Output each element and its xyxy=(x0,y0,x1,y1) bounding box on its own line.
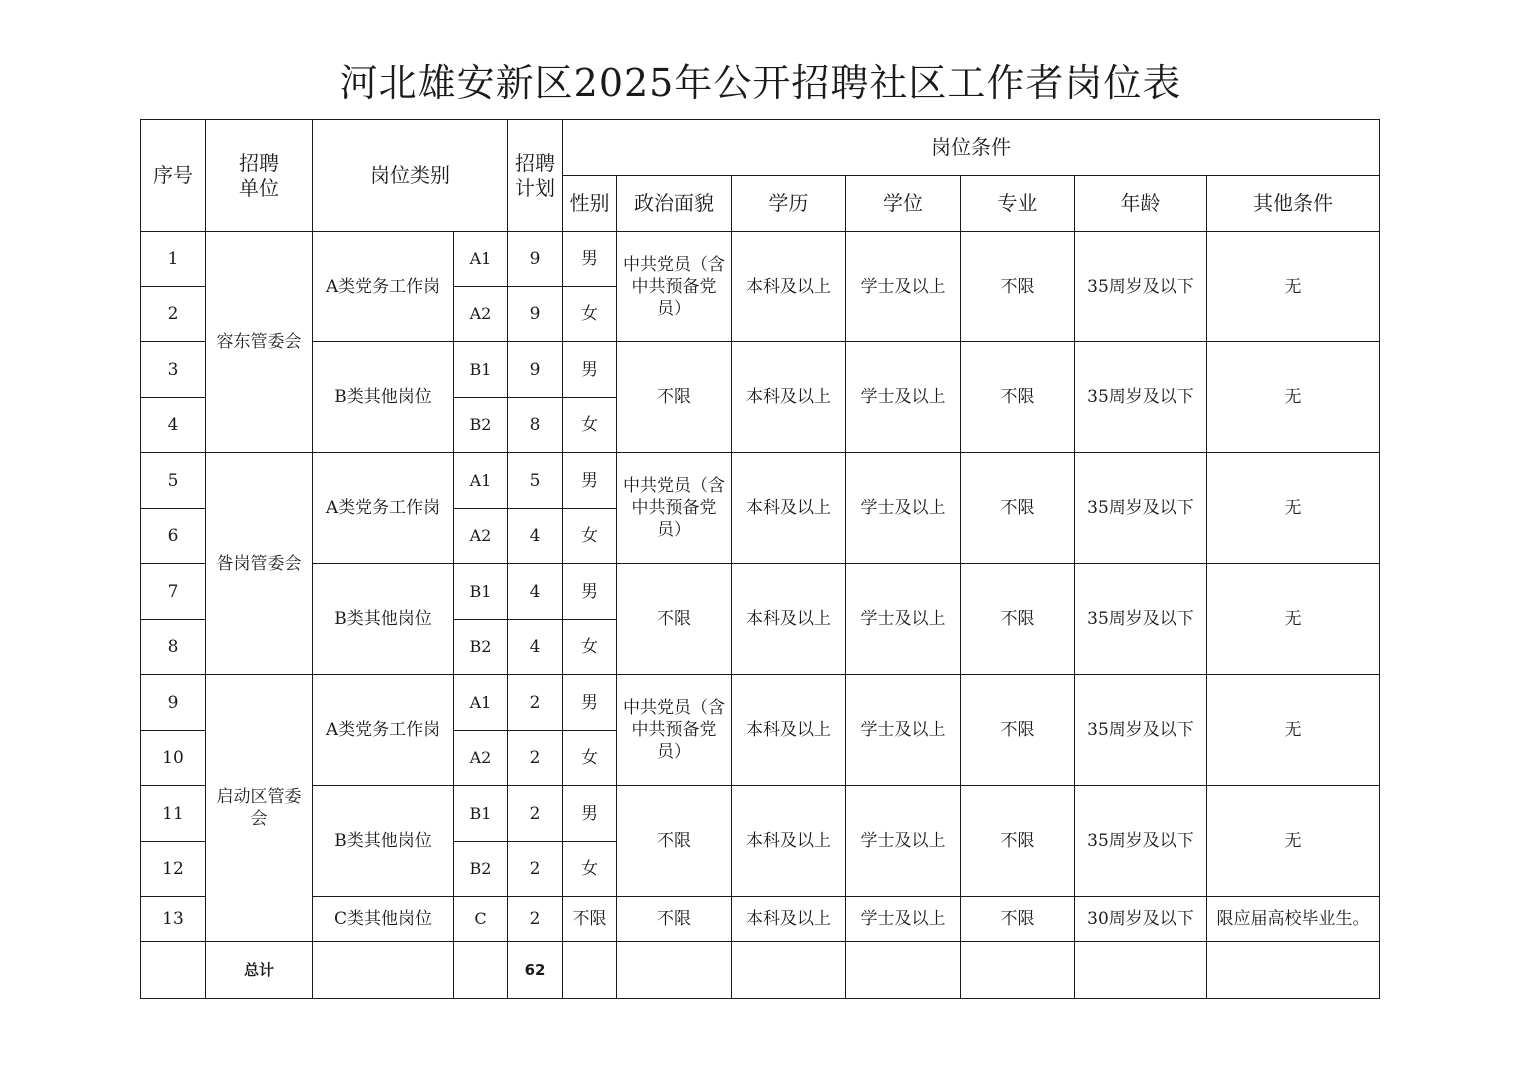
header-political: 政治面貌 xyxy=(617,176,732,232)
code-cell: A2 xyxy=(454,731,508,786)
gender-cell: 男 xyxy=(563,786,617,842)
seq-cell: 3 xyxy=(141,342,206,398)
political-cell: 中共党员（含中共预备党员） xyxy=(617,232,732,342)
seq-cell: 4 xyxy=(141,398,206,453)
total-empty-cell xyxy=(563,942,617,999)
major-cell: 不限 xyxy=(961,232,1075,342)
gender-cell: 男 xyxy=(563,675,617,731)
age-cell: 35周岁及以下 xyxy=(1075,675,1207,786)
unit-cell: 启动区管委会 xyxy=(206,675,313,942)
seq-cell: 5 xyxy=(141,453,206,509)
table-row xyxy=(141,675,1380,731)
header-major: 专业 xyxy=(961,176,1075,232)
gender-cell: 男 xyxy=(563,564,617,620)
gender-cell: 男 xyxy=(563,342,617,398)
table-row xyxy=(141,342,1380,398)
education-cell: 本科及以上 xyxy=(732,564,846,675)
gender-cell: 男 xyxy=(563,453,617,509)
other-cell: 无 xyxy=(1207,453,1380,564)
gender-cell: 女 xyxy=(563,731,617,786)
age-cell: 35周岁及以下 xyxy=(1075,564,1207,675)
header-category: 岗位类别 xyxy=(313,120,508,232)
plan-cell: 2 xyxy=(508,675,563,731)
plan-cell: 8 xyxy=(508,398,563,453)
degree-cell: 学士及以上 xyxy=(846,564,961,675)
category-cell: C类其他岗位 xyxy=(313,897,454,942)
degree-cell: 学士及以上 xyxy=(846,786,961,897)
education-cell: 本科及以上 xyxy=(732,232,846,342)
code-cell: C xyxy=(454,897,508,942)
code-cell: B1 xyxy=(454,786,508,842)
total-empty-cell xyxy=(313,942,454,999)
table-row xyxy=(141,786,1380,842)
header-seq: 序号 xyxy=(141,120,206,232)
seq-cell: 1 xyxy=(141,232,206,287)
total-empty-cell xyxy=(617,942,732,999)
code-cell: A2 xyxy=(454,287,508,342)
gender-cell: 女 xyxy=(563,398,617,453)
degree-cell: 学士及以上 xyxy=(846,453,961,564)
education-cell: 本科及以上 xyxy=(732,675,846,786)
table-row xyxy=(141,564,1380,620)
header-unit: 招聘 单位 xyxy=(206,120,313,232)
header-conditions: 岗位条件 xyxy=(563,120,1380,176)
seq-cell: 7 xyxy=(141,564,206,620)
table-row xyxy=(141,232,1380,287)
category-cell: B类其他岗位 xyxy=(313,564,454,675)
category-cell: A类党务工作岗 xyxy=(313,232,454,342)
education-cell: 本科及以上 xyxy=(732,786,846,897)
total-plan: 62 xyxy=(508,942,563,999)
other-cell: 限应届高校毕业生。 xyxy=(1207,897,1380,942)
degree-cell: 学士及以上 xyxy=(846,342,961,453)
header-age: 年龄 xyxy=(1075,176,1207,232)
plan-cell: 5 xyxy=(508,453,563,509)
total-empty-cell xyxy=(732,942,846,999)
degree-cell: 学士及以上 xyxy=(846,897,961,942)
other-cell: 无 xyxy=(1207,675,1380,786)
gender-cell: 女 xyxy=(563,620,617,675)
political-cell: 中共党员（含中共预备党员） xyxy=(617,453,732,564)
category-cell: A类党务工作岗 xyxy=(313,675,454,786)
total-label: 总计 xyxy=(206,942,313,999)
code-cell: B2 xyxy=(454,842,508,897)
code-cell: B1 xyxy=(454,342,508,398)
code-cell: A1 xyxy=(454,453,508,509)
category-cell: B类其他岗位 xyxy=(313,342,454,453)
political-cell: 不限 xyxy=(617,786,732,897)
plan-cell: 4 xyxy=(508,620,563,675)
education-cell: 本科及以上 xyxy=(732,342,846,453)
page-title: 河北雄安新区2025年公开招聘社区工作者岗位表 xyxy=(339,61,1182,105)
code-cell: B1 xyxy=(454,564,508,620)
plan-cell: 2 xyxy=(508,842,563,897)
total-empty-cell xyxy=(1075,942,1207,999)
education-cell: 本科及以上 xyxy=(732,897,846,942)
category-cell: B类其他岗位 xyxy=(313,786,454,897)
table-row xyxy=(141,897,1380,942)
age-cell: 35周岁及以下 xyxy=(1075,342,1207,453)
plan-cell: 4 xyxy=(508,564,563,620)
code-cell: A1 xyxy=(454,232,508,287)
header-other: 其他条件 xyxy=(1207,176,1380,232)
age-cell: 35周岁及以下 xyxy=(1075,232,1207,342)
seq-cell: 10 xyxy=(141,731,206,786)
age-cell: 35周岁及以下 xyxy=(1075,453,1207,564)
education-cell: 本科及以上 xyxy=(732,453,846,564)
seq-cell: 2 xyxy=(141,287,206,342)
plan-cell: 9 xyxy=(508,342,563,398)
other-cell: 无 xyxy=(1207,232,1380,342)
other-cell: 无 xyxy=(1207,342,1380,453)
gender-cell: 女 xyxy=(563,842,617,897)
code-cell: A1 xyxy=(454,675,508,731)
degree-cell: 学士及以上 xyxy=(846,232,961,342)
age-cell: 30周岁及以下 xyxy=(1075,897,1207,942)
seq-cell: 12 xyxy=(141,842,206,897)
political-cell: 不限 xyxy=(617,564,732,675)
header-degree: 学位 xyxy=(846,176,961,232)
seq-cell: 8 xyxy=(141,620,206,675)
major-cell: 不限 xyxy=(961,342,1075,453)
political-cell: 不限 xyxy=(617,342,732,453)
code-cell: B2 xyxy=(454,620,508,675)
gender-cell: 女 xyxy=(563,509,617,564)
plan-cell: 9 xyxy=(508,287,563,342)
plan-cell: 2 xyxy=(508,786,563,842)
plan-cell: 9 xyxy=(508,232,563,287)
political-cell: 不限 xyxy=(617,897,732,942)
major-cell: 不限 xyxy=(961,786,1075,897)
seq-cell: 6 xyxy=(141,509,206,564)
category-cell: A类党务工作岗 xyxy=(313,453,454,564)
header-gender: 性别 xyxy=(563,176,617,232)
other-cell: 无 xyxy=(1207,564,1380,675)
header-plan: 招聘 计划 xyxy=(508,120,563,232)
code-cell: B2 xyxy=(454,398,508,453)
code-cell: A2 xyxy=(454,509,508,564)
degree-cell: 学士及以上 xyxy=(846,675,961,786)
unit-cell: 昝岗管委会 xyxy=(206,453,313,675)
header-education: 学历 xyxy=(732,176,846,232)
gender-cell: 女 xyxy=(563,287,617,342)
plan-cell: 2 xyxy=(508,897,563,942)
other-cell: 无 xyxy=(1207,786,1380,897)
plan-cell: 2 xyxy=(508,731,563,786)
total-empty-cell xyxy=(141,942,206,999)
table-row xyxy=(141,453,1380,509)
gender-cell: 男 xyxy=(563,232,617,287)
positions-table xyxy=(140,119,1380,999)
seq-cell: 9 xyxy=(141,675,206,731)
major-cell: 不限 xyxy=(961,675,1075,786)
political-cell: 中共党员（含中共预备党员） xyxy=(617,675,732,786)
header-row-1 xyxy=(141,120,1380,176)
total-row xyxy=(141,942,1380,999)
major-cell: 不限 xyxy=(961,897,1075,942)
age-cell: 35周岁及以下 xyxy=(1075,786,1207,897)
unit-cell: 容东管委会 xyxy=(206,232,313,453)
plan-cell: 4 xyxy=(508,509,563,564)
gender-cell: 不限 xyxy=(563,897,617,942)
major-cell: 不限 xyxy=(961,564,1075,675)
total-empty-cell xyxy=(454,942,508,999)
major-cell: 不限 xyxy=(961,453,1075,564)
seq-cell: 11 xyxy=(141,786,206,842)
total-empty-cell xyxy=(1207,942,1380,999)
total-empty-cell xyxy=(846,942,961,999)
seq-cell: 13 xyxy=(141,897,206,942)
total-empty-cell xyxy=(961,942,1075,999)
